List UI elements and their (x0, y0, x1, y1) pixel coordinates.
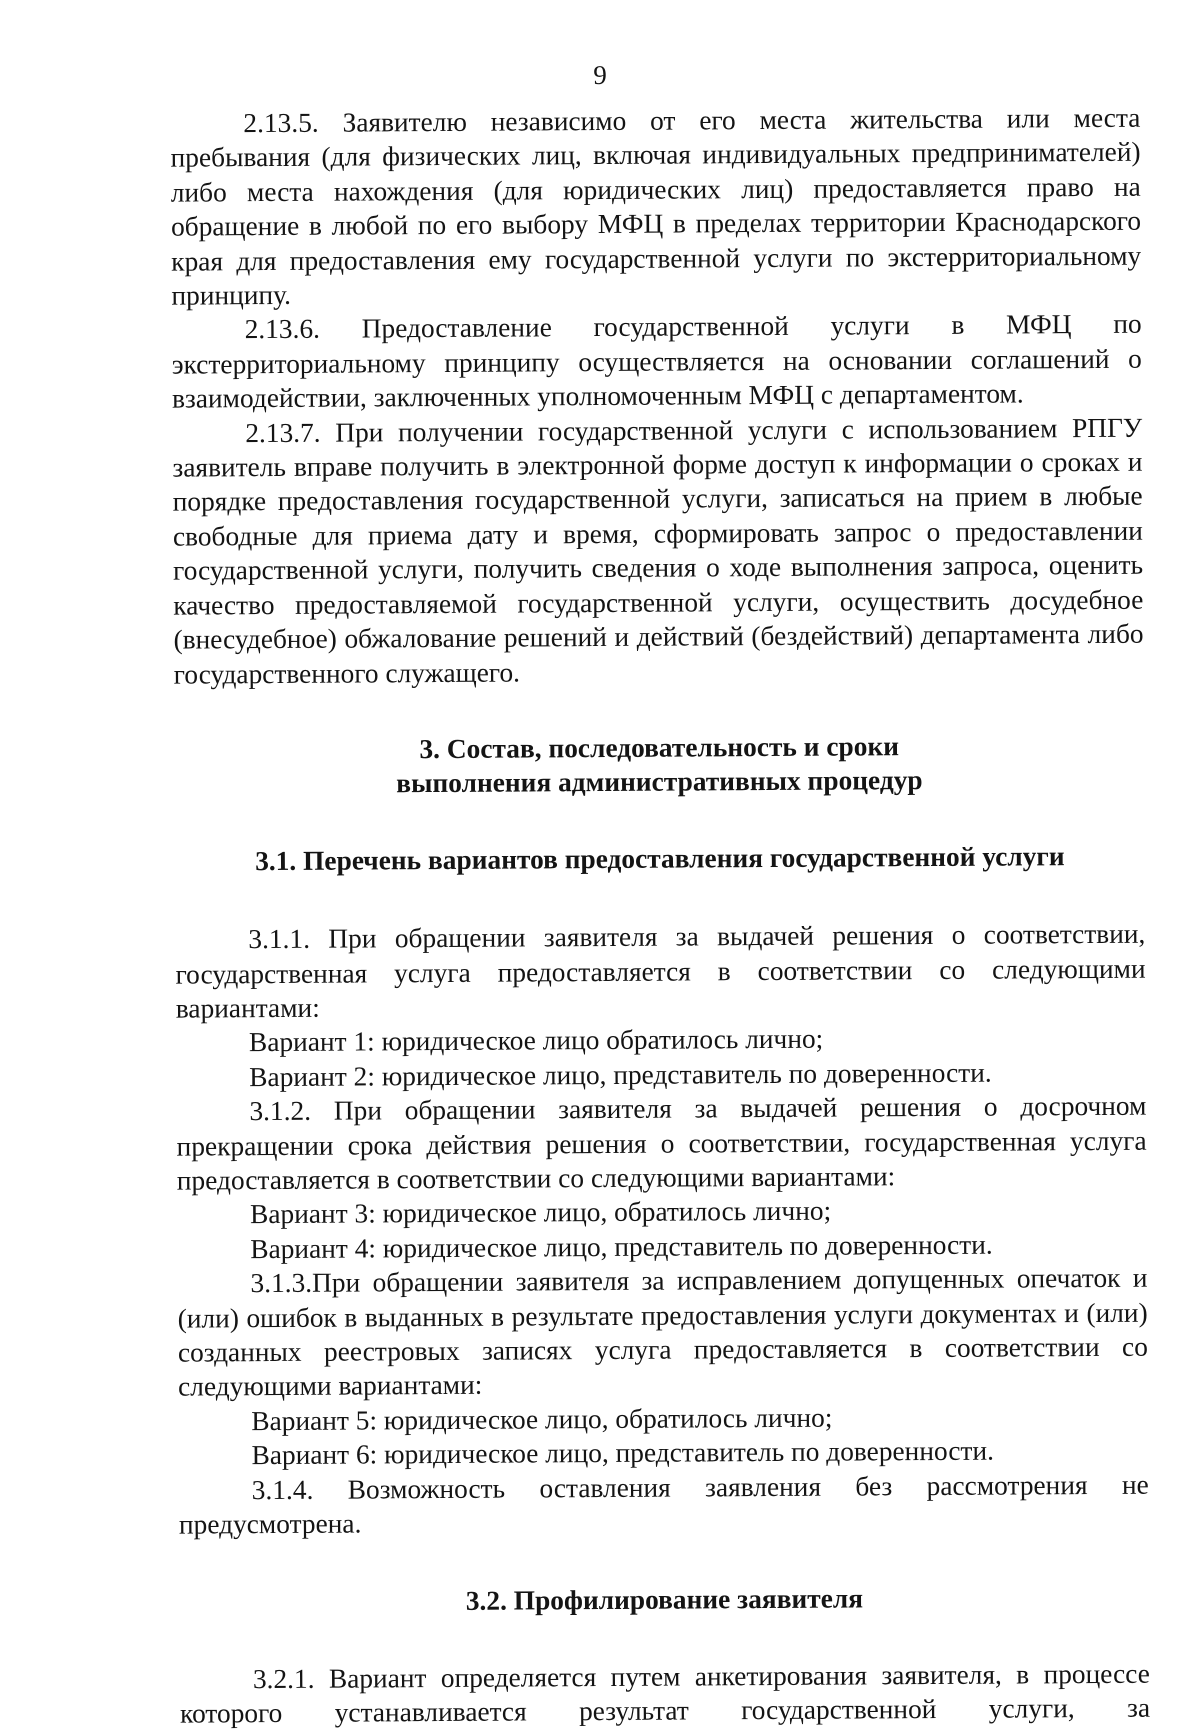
section-3-1-title: 3.1. Перечень вариантов предоставления государственной услуги (255, 840, 1065, 876)
paragraph-3-2-1: 3.2.1. Вариант определяется путем анкетирования заявителя, в процессе которого устанавливается результат государственной услуги, за (180, 1658, 1151, 1729)
document-body (170, 101, 1150, 1732)
variant-4: Вариант 4: юридическое лицо, представитель по доверенности. (250, 1229, 993, 1264)
paragraph-2-13-7: 2.13.7. При получении государственной услуги с использованием РПГУ заявитель вправе получить в электронной форме доступ к информации о сроках и порядке предоставления государственной услуги, записаться на прием в любые свободные для приема дату и время, сформировать запрос о предоставлении государственной услуги, получить сведения о ходе выполнения запроса, оценить качество предоставляемой государственной услуги, осуществить досудебное (внесудебное) обжалование решений и действий (бездействий) департамента либо государственного служащего. (172, 412, 1144, 690)
variant-6: Вариант 6: юридическое лицо, представитель по доверенности. (251, 1435, 995, 1471)
section-3-2-title: 3.2. Профилирование заявителя (465, 1583, 864, 1617)
page-number: 9 (593, 59, 607, 91)
paragraph-2-13-6: 2.13.6. Предоставление государственной услуги в МФЦ по экстерриториальному принципу осуществляется на основании соглашений о взаимодействии, заключенных уполномоченным МФЦ с департаментом. (171, 309, 1142, 414)
variant-1: Вариант 1: юридическое лицо обратилось лично; (248, 1023, 824, 1058)
paragraph-2-13-5: 2.13.5. Заявителю независимо от его места жительства или места пребывания (для физических лиц, включая индивидуальных предпринимателей) либо места нахождения (для юридических лиц) предоставляется право на обращение в любой по его выбору МФЦ в пределах территории Краснодарского края для предоставления ему государственной услуги по экстерриториальному принципу. (170, 102, 1142, 311)
paragraph-3-1-2: 3.1.2. При обращении заявителя за выдачей решения о досрочном прекращении срока действия решения о соответствии, государственная услуга предоставляется в соответствии со следующими вариантами: (176, 1090, 1147, 1196)
paragraph-3-1-1: 3.1.1. При обращении заявителя за выдачей решения о соответствии, государственная услуга предоставляется в соответствии со следующими вариантами: (175, 918, 1146, 1024)
variant-2: Вариант 2: юридическое лицо, представитель по доверенности. (249, 1057, 992, 1092)
section-3-title-line1: 3. Состав, последовательность и сроки (419, 731, 900, 765)
section-3-title-line2: выполнения административных процедур (396, 765, 923, 799)
variant-5: Вариант 5: юридическое лицо, обратилось лично; (251, 1402, 833, 1436)
variant-3: Вариант 3: юридическое лицо, обратилось лично; (249, 1195, 832, 1230)
paragraph-3-1-3: 3.1.3.При обращении заявителя за исправлением допущенных опечаток и (или) ошибок в выданных в результате предоставления услуги документах и (или) созданных реестровых записях услуга предоставляется в соответствии со следующими вариантами: (177, 1262, 1148, 1403)
paragraph-3-1-4: 3.1.4. Возможность оставления заявления без рассмотрения не предусмотрена. (178, 1469, 1149, 1540)
